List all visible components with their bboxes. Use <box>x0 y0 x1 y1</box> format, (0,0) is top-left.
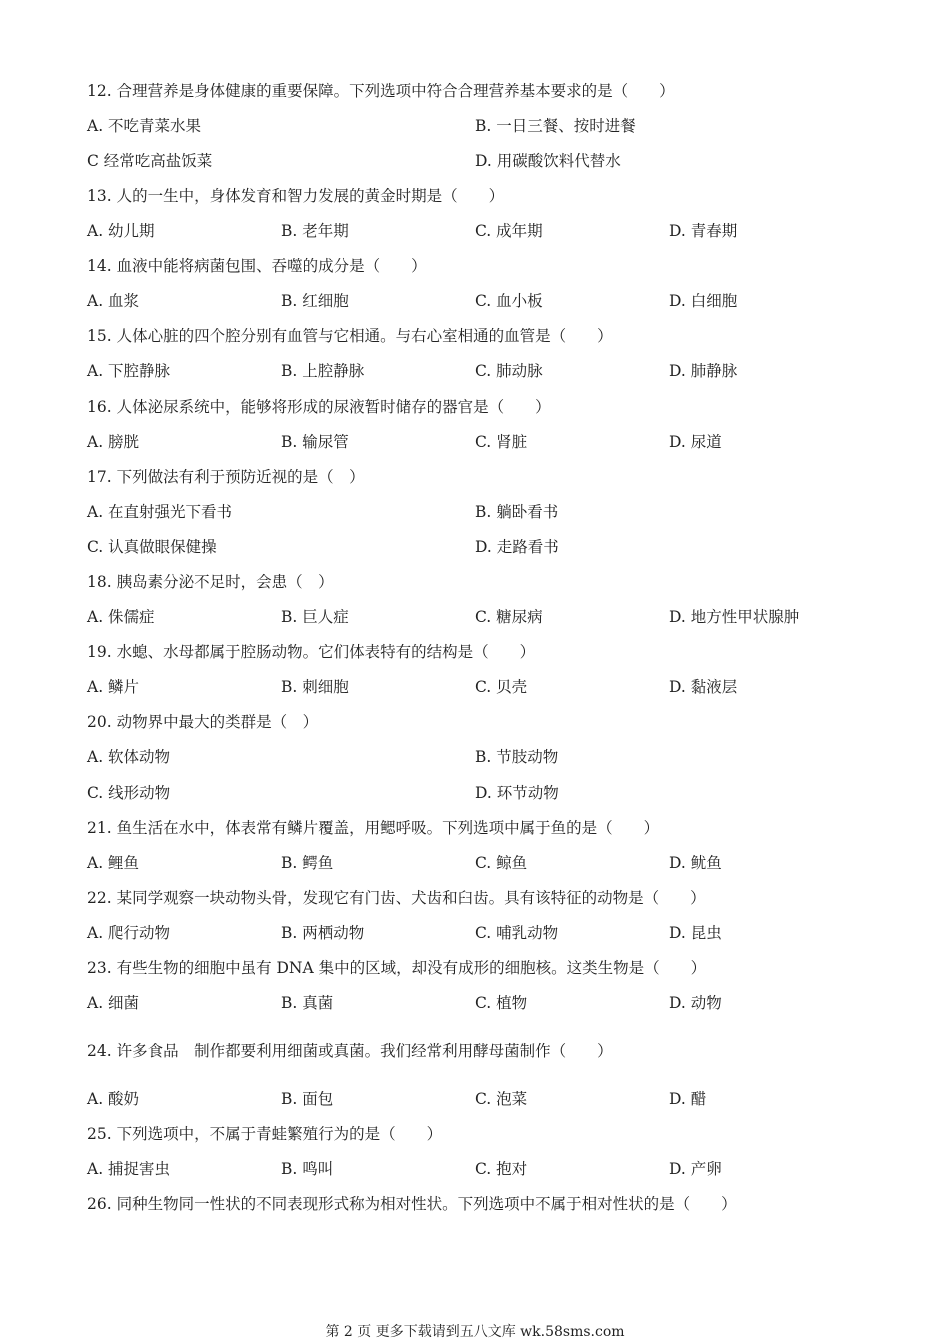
question-24-stem: 24. 许多食品 制作都要利用细菌或真菌。我们经常利用酵母菌制作（ ） <box>87 1042 613 1060</box>
question-21-stem: 21. 鱼生活在水中，体表常有鳞片覆盖，用鳃呼吸。下列选项中属于鱼的是（ ） <box>87 819 660 837</box>
question-19-option-b: B. 刺细胞 <box>281 678 349 696</box>
question-22-option-d: D. 昆虫 <box>669 924 722 942</box>
question-20-option-c: C. 线形动物 <box>87 784 171 802</box>
question-15-option-c: C. 肺动脉 <box>475 362 543 380</box>
question-25-stem: 25. 下列选项中，不属于青蛙繁殖行为的是（ ） <box>87 1125 443 1143</box>
question-21-option-b: B. 鳄鱼 <box>281 854 334 872</box>
question-16-option-d: D. 尿道 <box>669 433 722 451</box>
question-17-option-b: B. 躺卧看书 <box>475 503 559 521</box>
question-26-stem: 26. 同种生物同一性状的不同表现形式称为相对性状。下列选项中不属于相对性状的是（ ） <box>87 1195 737 1213</box>
question-16-option-b: B. 输尿管 <box>281 433 349 451</box>
question-12-options-row-1 <box>87 116 887 136</box>
question-14-option-a: A. 血浆 <box>87 292 140 310</box>
question-21-option-a: A. 鲤鱼 <box>87 854 140 872</box>
question-18-option-d: D. 地方性甲状腺肿 <box>669 608 800 626</box>
question-22-options <box>87 923 887 943</box>
question-14-options <box>87 291 887 311</box>
question-22-option-b: B. 两栖动物 <box>281 924 365 942</box>
question-23-option-b: B. 真菌 <box>281 994 334 1012</box>
question-18-stem: 18. 胰岛素分泌不足时，会患（ ） <box>87 573 334 591</box>
question-18-option-b: B. 巨人症 <box>281 608 349 626</box>
question-24-option-d: D. 醋 <box>669 1090 707 1108</box>
question-25-option-c: C. 抱对 <box>475 1160 528 1178</box>
question-21-options <box>87 853 887 873</box>
question-22-option-a: A. 爬行动物 <box>87 924 171 942</box>
question-23-option-a: A. 细菌 <box>87 994 140 1012</box>
question-14-stem: 14. 血液中能将病菌包围、吞噬的成分是（ ） <box>87 257 427 275</box>
question-17-options-row-2 <box>87 537 887 557</box>
question-12-stem: 12. 合理营养是身体健康的重要保障。下列选项中符合合理营养基本要求的是（ ） <box>87 82 675 100</box>
question-14-option-c: C. 血小板 <box>475 292 543 310</box>
question-17-option-c: C. 认真做眼保健操 <box>87 538 217 556</box>
question-15-options <box>87 361 887 381</box>
question-20-option-a: A. 软体动物 <box>87 748 171 766</box>
question-20-options-row-1 <box>87 747 887 767</box>
question-17-option-a: A. 在直射强光下看书 <box>87 503 233 521</box>
question-20-option-b: B. 节肢动物 <box>475 748 559 766</box>
question-15-stem: 15. 人体心脏的四个腔分别有血管与它相通。与右心室相通的血管是（ ） <box>87 327 613 345</box>
question-19-option-c: C. 贝壳 <box>475 678 528 696</box>
question-23-stem: 23. 有些生物的细胞中虽有 DNA 集中的区域，却没有成形的细胞核。这类生物是（ ） <box>87 959 707 977</box>
question-16-option-c: C. 肾脏 <box>475 433 528 451</box>
question-19-option-a: A. 鳞片 <box>87 678 140 696</box>
page-footer: 第 2 页 更多下载请到五八文库 wk.58sms.com <box>325 1324 625 1340</box>
question-22-stem: 22. 某同学观察一块动物头骨，发现它有门齿、犬齿和臼齿。具有该特征的动物是（ ） <box>87 889 706 907</box>
question-15-option-d: D. 肺静脉 <box>669 362 738 380</box>
question-12-option-b: B. 一日三餐、按时进餐 <box>475 117 636 135</box>
question-13-options <box>87 221 887 241</box>
question-15-option-b: B. 上腔静脉 <box>281 362 365 380</box>
question-17-stem: 17. 下列做法有利于预防近视的是（ ） <box>87 468 365 486</box>
question-16-stem: 16. 人体泌尿系统中，能够将形成的尿液暂时储存的器官是（ ） <box>87 398 551 416</box>
question-23-options <box>87 993 887 1013</box>
question-18-options <box>87 607 887 627</box>
question-20-stem: 20. 动物界中最大的类群是（ ） <box>87 713 319 731</box>
question-19-option-d: D. 黏液层 <box>669 678 738 696</box>
question-16-option-a: A. 膀胱 <box>87 433 140 451</box>
question-23-option-d: D. 动物 <box>669 994 722 1012</box>
question-14-option-b: B. 红细胞 <box>281 292 349 310</box>
question-12-options-row-2 <box>87 151 887 171</box>
question-19-stem: 19. 水螅、水母都属于腔肠动物。它们体表特有的结构是（ ） <box>87 643 536 661</box>
question-17-options-row-1 <box>87 502 887 522</box>
question-19-options <box>87 677 887 697</box>
question-22-option-c: C. 哺乳动物 <box>475 924 559 942</box>
question-25-option-d: D. 产卵 <box>669 1160 722 1178</box>
question-21-option-d: D. 鱿鱼 <box>669 854 722 872</box>
question-13-option-c: C. 成年期 <box>475 222 543 240</box>
question-13-option-d: D. 青春期 <box>669 222 738 240</box>
question-12-option-a: A. 不吃青菜水果 <box>87 117 202 135</box>
question-25-options <box>87 1159 887 1179</box>
question-20-options-row-2 <box>87 783 887 803</box>
question-13-stem: 13. 人的一生中，身体发育和智力发展的黄金时期是（ ） <box>87 187 505 205</box>
question-23-option-c: C. 植物 <box>475 994 528 1012</box>
question-18-option-c: C. 糖尿病 <box>475 608 543 626</box>
question-21-option-c: C. 鲸鱼 <box>475 854 528 872</box>
question-16-options <box>87 432 887 452</box>
question-18-option-a: A. 侏儒症 <box>87 608 155 626</box>
question-13-option-b: B. 老年期 <box>281 222 349 240</box>
question-12-option-c: C 经常吃高盐饭菜 <box>87 152 213 170</box>
question-24-option-c: C. 泡菜 <box>475 1090 528 1108</box>
question-24-option-b: B. 面包 <box>281 1090 334 1108</box>
question-12-option-d: D. 用碳酸饮料代替水 <box>475 152 621 170</box>
question-13-option-a: A. 幼儿期 <box>87 222 155 240</box>
question-24-option-a: A. 酸奶 <box>87 1090 140 1108</box>
question-20-option-d: D. 环节动物 <box>475 784 559 802</box>
question-15-option-a: A. 下腔静脉 <box>87 362 171 380</box>
question-17-option-d: D. 走路看书 <box>475 538 559 556</box>
question-25-option-b: B. 鸣叫 <box>281 1160 334 1178</box>
question-25-option-a: A. 捕捉害虫 <box>87 1160 171 1178</box>
question-14-option-d: D. 白细胞 <box>669 292 738 310</box>
question-24-options <box>87 1089 887 1109</box>
